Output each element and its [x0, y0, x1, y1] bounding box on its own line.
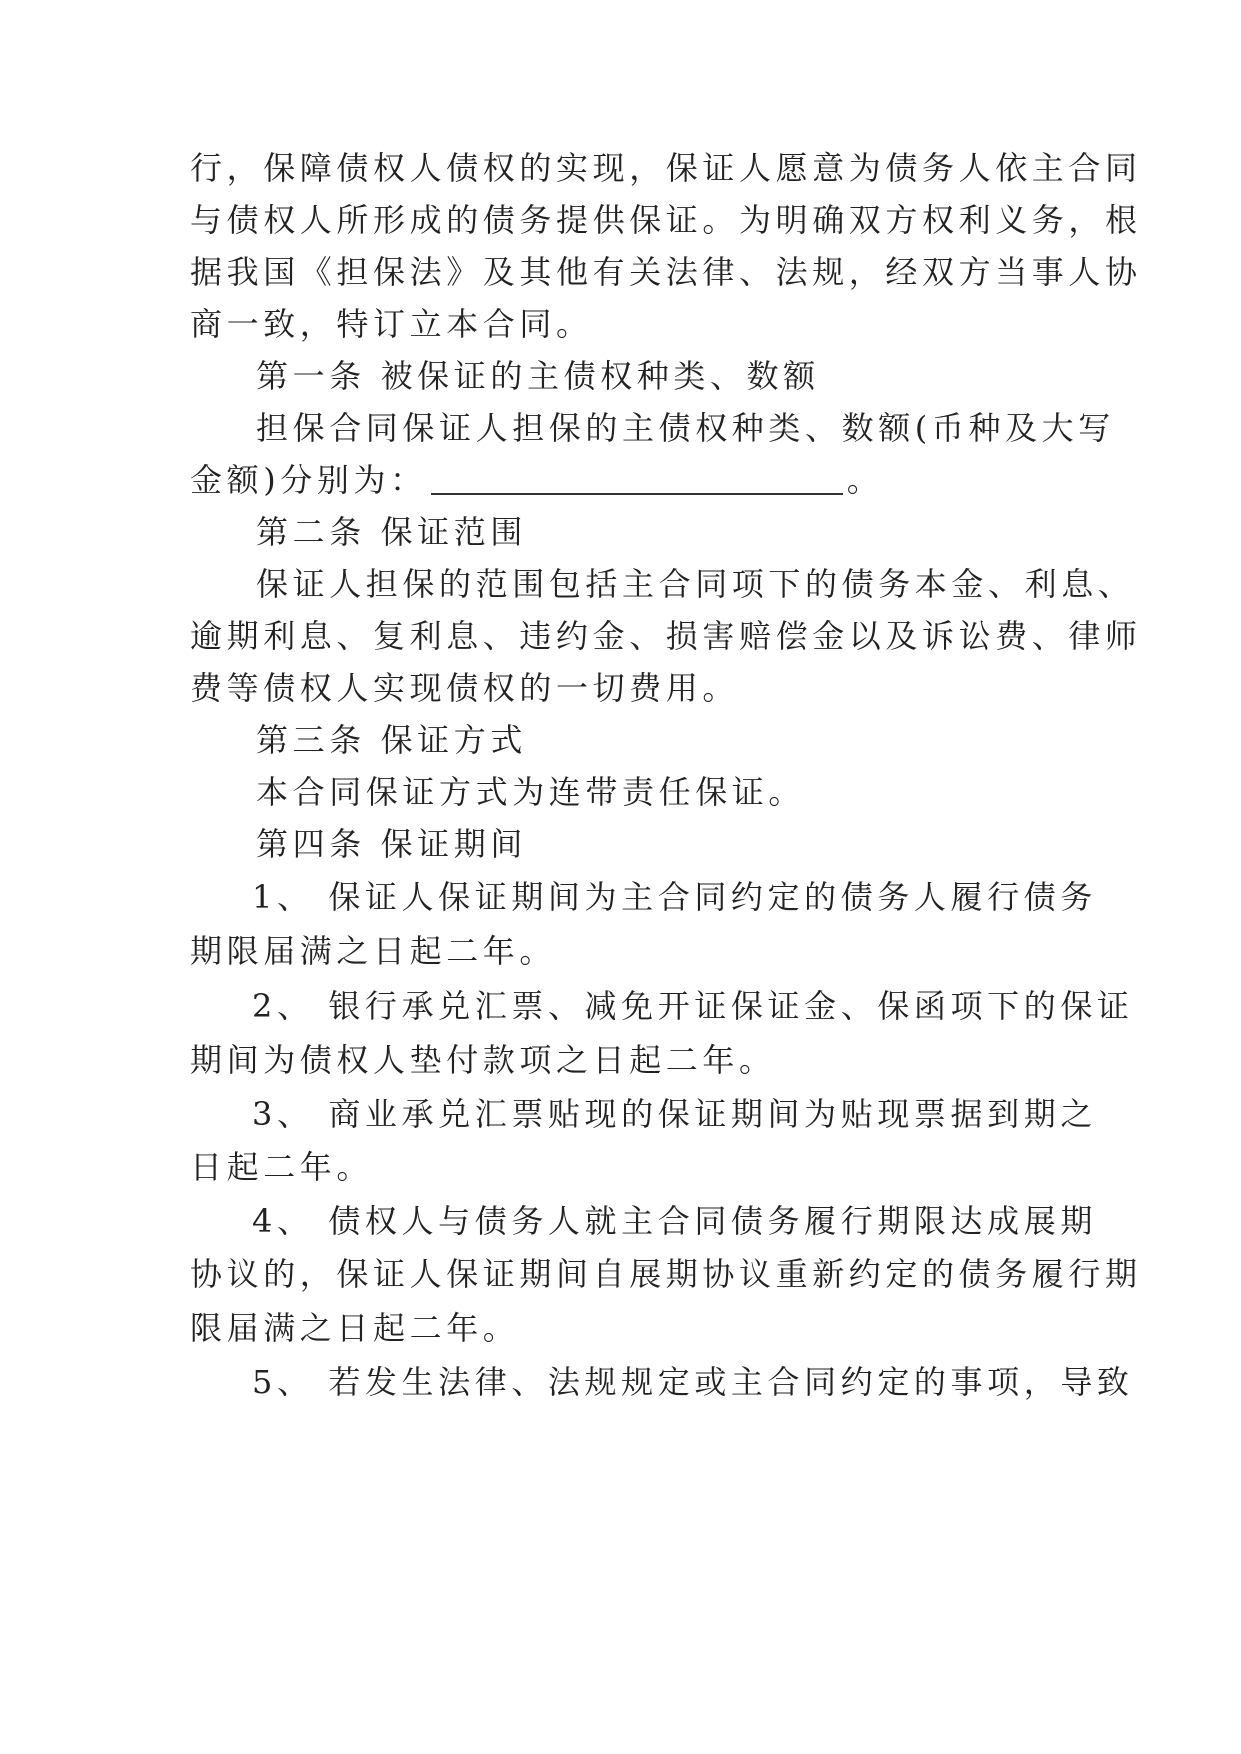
paragraph-line: 日起二年。: [190, 1148, 374, 1186]
paragraph-line: 协议的，保证人保证期间自展期协议重新约定的债务履行期: [190, 1255, 1142, 1293]
paragraph-line: 期限届满之日起二年。: [190, 932, 557, 970]
article-1-title: 第一条 被保证的主债权种类、数额: [256, 357, 820, 395]
article-2-title: 第二条 保证范围: [256, 513, 527, 551]
paragraph-line: 期间为债权人垫付款项之日起二年。: [190, 1041, 776, 1079]
paragraph-line: 限届满之日起二年。: [190, 1309, 520, 1347]
article-4-title: 第四条 保证期间: [256, 825, 527, 863]
list-item-3: 3、 商业承兑汇票贴现的保证期间为贴现票据到期之: [252, 1095, 1097, 1133]
paragraph-line: 保证人担保的范围包括主合同项下的债务本金、利息、: [256, 565, 1135, 603]
amount-label: 金额)分别为：: [190, 461, 427, 499]
paragraph-line: 商一致，特订立本合同。: [190, 305, 593, 343]
amount-period: 。: [846, 461, 884, 499]
paragraph-line: 行，保障债权人债权的实现，保证人愿意为债务人依主合同: [190, 149, 1142, 187]
list-item-2: 2、 银行承兑汇票、减免开证保证金、保函项下的保证: [252, 987, 1134, 1025]
paragraph-line: 据我国《担保法》及其他有关法律、法规，经双方当事人协: [190, 253, 1142, 291]
paragraph-line: 本合同保证方式为连带责任保证。: [256, 773, 806, 811]
paragraph-line: 逾期利息、复利息、违约金、损害赔偿金以及诉讼费、律师: [190, 617, 1142, 655]
article-3-title: 第三条 保证方式: [256, 721, 527, 759]
list-item-4: 4、 债权人与债务人就主合同债务履行期限达成展期: [252, 1202, 1097, 1240]
list-item-1: 1、 保证人保证期间为主合同约定的债务人履行债务: [252, 878, 1097, 916]
amount-blank-field: [431, 465, 843, 495]
amount-line: [190, 460, 1050, 500]
list-item-5: 5、 若发生法律、法规规定或主合同约定的事项，导致: [252, 1363, 1134, 1401]
paragraph-line: 担保合同保证人担保的主债权种类、数额(币种及大写: [256, 409, 1115, 447]
paragraph-line: 与债权人所形成的债务提供保证。为明确双方权利义务，根: [190, 201, 1142, 239]
paragraph-line: 费等债权人实现债权的一切费用。: [190, 669, 740, 707]
